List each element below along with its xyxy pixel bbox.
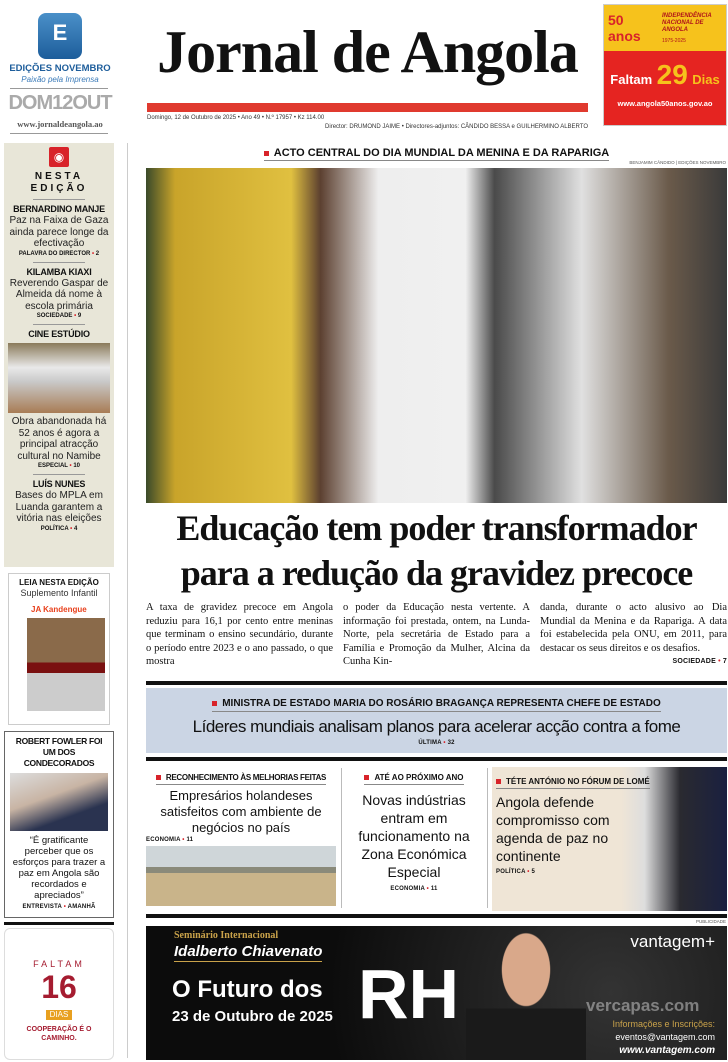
story-section: ECONOMIA [390,886,425,892]
issue-info: Domingo, 12 de Outubro de 2025 • Ano 49 • N.º 17957 • Kz 114.00 [147,115,325,121]
staff-info: Director: DRUMOND JAIME • Directores-adjuntos: CÂNDIDO BESSA e GUILHERMINO ALBERTO [325,124,588,130]
story-headline: Angola defende compromisso com agenda de paz no continente [496,794,610,864]
story-card[interactable]: ATÉ AO PRÓXIMO ANO Novas indústrias entram em funcionamento na Zona Económica Especial ECONOMIA • 11 [344,767,484,911]
interview-section: ENTREVISTA [22,904,62,910]
promo-url[interactable]: www.angola50anos.gov.ao [617,99,713,108]
item-author: LUÍS NUNES [32,479,86,489]
item-author: CINE ESTÚDIO [28,329,90,339]
story-section: ECONOMIA [146,837,181,843]
story-kicker: TÉTE ANTÓNIO NO FÓRUM DE LOMÉ [496,777,650,789]
ad-label: FALTAM [33,959,85,969]
sidebar-item[interactable]: CINE ESTÚDIO Obra abandonada há 52 anos é agora a principal atracção cultural no Namibe ESPECIAL • 10 [8,329,110,470]
story-page: 11 [430,886,438,892]
lead-kicker: ACTO CENTRAL DO DIA MUNDIAL DA MENINA E DA RAPARIGA [264,147,610,161]
story-headline: Novas indústrias entram em funcionamento na Zona Económica Especial [358,792,470,880]
lead-headline [146,506,727,596]
divider [146,757,727,761]
story-card[interactable]: RECONHECIMENTO ÀS MELHORIAS FEITAS Empresários holandeses satisfeitos com ambiente de negócios no país ECONOMIA • 11 [146,767,336,911]
supplement-box[interactable] [8,573,110,725]
advert-brand: vantagem+ [630,932,715,951]
column-divider [127,143,128,1058]
second-section: ÚLTIMA [418,740,442,746]
story-kicker: RECONHECIMENTO ÀS MELHORIAS FEITAS [156,773,326,785]
item-text: Obra abandonada há 52 anos é agora a principal atracção cultural no Namibe [11,416,107,462]
50-anos-logo: 50 anos [608,12,641,44]
headline-line: Educação tem poder transformador [176,508,697,548]
publisher-name: EDIÇÕES NOVEMBRO [9,63,111,74]
promo-prefix: Faltam [610,72,653,87]
second-story[interactable]: MINISTRA DE ESTADO MARIA DO ROSÁRIO BRAGANÇA REPRESENTA CHEFE DE ESTADO Líderes mundiais analisam planos para acelerar acção contra a fome ÚLTIMA • 32 [146,688,727,753]
story-card[interactable]: TÉTE ANTÓNIO NO FÓRUM DE LOMÉ Angola defende compromisso com agenda de paz no continente POLÍTICA • 5 [492,767,727,911]
advert-title-big: RH [358,955,460,1033]
divider [146,681,727,685]
interview-box[interactable]: ROBERT FOWLER FOI UM DOS CONDECORADOS “É gratificante perceber que os esforços para trazer a paz em Angola são recordados e apreciados” ENTREVISTA • AMANHÃ [4,731,114,918]
lead-body: A taxa de gravidez precoce em Angola reduziu para 16,1 por cento entre meninas que terminam o ensino secundário, durante o período entre 2023 e o ano passado, o que mostra o poder da Educação nesta vertente. A informação foi prestada, ontem, na Lunda-Norte, pela secretária de Estado para a Família e Promoção da Mulher, Alcina da Cunha Kin- danda, durante o acto alusivo ao Dia Mundial da Menina e da Rapariga. A data foi estabelecida pela ONU, em 2011, para destacar os seus direitos e os desafios. SOCIEDADE • 7 [146,602,727,667]
body-column: A taxa de gravidez precoce em Angola reduziu para 16,1 por cento entre meninas que terminam o ensino secundário, durante o período entre 2023 e o ano passado, o que mostra [146,602,333,667]
masthead-title: Jornal de Angola [157,19,578,85]
promo-years: 1975-2025 [662,38,686,44]
sidebar-item[interactable]: BERNARDINO MANJE Paz na Faixa de Gaza ainda parece longe da efectivação PALAVRA DO DIRECTOR • 2 [9,204,109,257]
sidebar-heading: NESTA EDIÇÃO [30,171,88,194]
item-section: POLÍTICA [40,525,69,532]
story-headline: Empresários holandeses satisfeitos com ambiente de negócios no país [160,788,322,835]
photo-credit: BENJAMIM CÂNDIDO | EDIÇÕES NOVEMBRO [629,160,726,165]
advert-date: 23 de Outubro de 2025 [172,1008,333,1025]
item-page: 2 [95,250,100,257]
item-section: ESPECIAL [37,463,68,469]
in-this-edition-box [4,143,114,567]
advert-event-type: Seminário Internacional [174,930,279,941]
item-text: Reverendo Gaspar de Almeida dá nome à escola primária [9,277,109,312]
advert-url[interactable]: www.vantagem.com [619,1045,715,1056]
promo-title: INDEPENDÊNCIA NACIONAL DE ANGOLA [662,13,712,33]
divider [10,88,108,89]
second-page: 32 [447,740,455,746]
speaker-photo [466,931,586,1060]
supplement-name: JA Kandengue [31,605,87,614]
item-page: 4 [73,525,78,532]
watermark: vercapas.com [586,996,700,1015]
sidebar-item[interactable]: KILAMBA KIAXI Reverendo Gaspar de Almeida dá nome à escola primária SOCIEDADE • 9 [9,266,109,319]
second-headline: Líderes mundiais analisam planos para acelerar acção contra a fome [192,717,681,736]
interview-when: AMANHÃ [67,904,96,910]
story-page: 5 [531,869,535,875]
item-page: 10 [73,463,81,469]
supplement-label: LEIA NESTA EDIÇÃO [19,578,99,587]
lead-page: 7 [722,658,727,665]
supplement-cover [27,603,105,711]
date-badge: DOM12OUT [8,92,112,114]
advert-title: O Futuro dos [172,976,323,1003]
column-divider [487,768,488,908]
advert-email[interactable]: eventos@vantagem.com [615,1032,715,1042]
website-link[interactable]: www.jornaldeangola.ao [17,119,103,129]
cine-estudio-photo [8,343,110,413]
supplement-title: Suplemento Infantil [20,588,98,598]
publisher-logo-icon: E [38,13,82,59]
advert-label: PUBLICIDADE [695,919,726,924]
lead-photo [146,168,727,503]
item-text: Paz na Faixa de Gaza ainda parece longe da efectivação [9,215,109,249]
divider [4,922,114,925]
story-kicker: ATÉ AO PRÓXIMO ANO [364,773,463,785]
interview-quote: “É gratificante perceber que os esforços para trazer a paz em Angola são recordados e apreciados” [12,835,106,901]
promo-suffix: Dias [692,72,720,87]
publisher-tagline: Paixão pela Imprensa [21,75,99,84]
ad-slogan: COOPERAÇÃO É O CAMINHO. [26,1026,92,1042]
divider [10,133,108,134]
item-section: PALAVRA DO DIRECTOR [18,250,91,257]
countdown-ad[interactable] [4,928,114,1060]
masthead-red-bar [147,103,588,112]
headline-line: para a redução da gravidez precoce [180,553,693,593]
independence-promo[interactable] [603,4,727,126]
body-column: danda, durante o acto alusivo ao Dia Mundial da Menina e da Rapariga. A data foi estabelecida pela ONU, em 2011, para destacar os seus direitos e os desafios. [540,602,727,654]
column-divider [341,768,342,908]
body-column: o poder da Educação nesta vertente. A informação foi prestada, ontem, na Lunda-Norte, pela secretária de Estado para a Família e Promoção da Mulher, Alcina da Cunha Kin- [343,602,530,667]
ad-unit: DIAS [46,1010,73,1020]
interview-heading: ROBERT FOWLER FOI UM DOS CONDECORADOS [15,736,103,768]
advert-info: Informações e Inscrições: [612,1019,715,1029]
item-page: 9 [77,313,82,319]
ad-count: 16 [41,969,77,1005]
story-page: 11 [186,837,194,843]
sidebar-item[interactable]: LUÍS NUNES Bases do MPLA em Luanda garantem a vitória nas eleições POLÍTICA • 4 [8,479,110,533]
second-kicker: MINISTRA DE ESTADO MARIA DO ROSÁRIO BRAGANÇA REPRESENTA CHEFE DE ESTADO [212,698,661,712]
lead-section: SOCIEDADE [672,658,716,665]
story-photo [146,846,336,906]
advert-banner[interactable] [146,926,727,1060]
robert-fowler-photo [10,773,108,831]
item-section: SOCIEDADE [36,313,73,319]
promo-count: 29 [656,59,688,90]
divider [146,914,727,918]
item-text: Bases do MPLA em Luanda garantem a vitória nas eleições [15,490,103,524]
advert-speaker: Idalberto Chiavenato [174,943,323,960]
item-author: BERNARDINO MANJE [13,204,105,214]
story-section: POLÍTICA [496,869,526,875]
eye-icon: ◉ [49,147,69,167]
item-author: KILAMBA KIAXI [26,266,92,277]
